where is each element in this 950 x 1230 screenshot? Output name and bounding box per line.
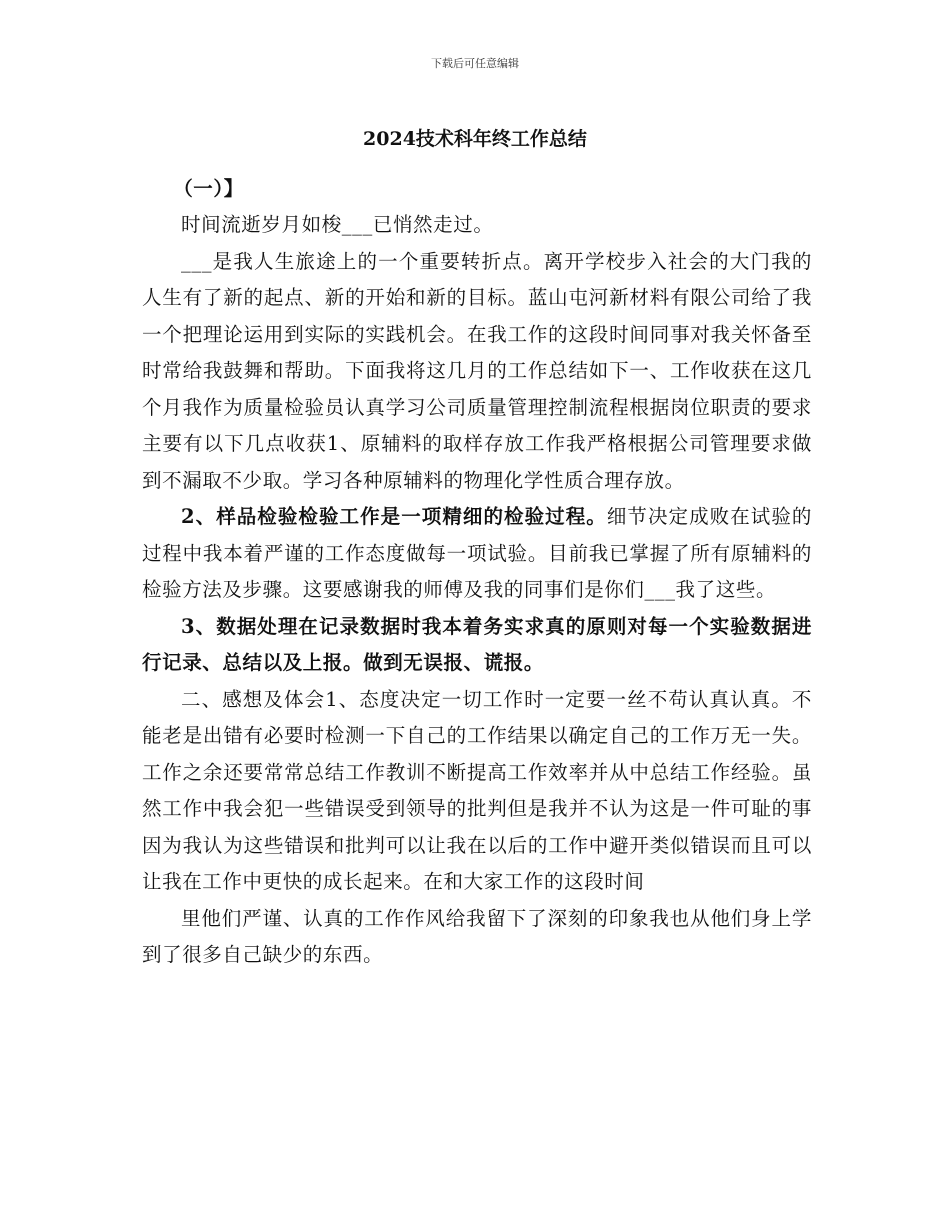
paragraph-3-rest: 细节决定成败在试验的过程中我本着严谨的工作态度做每一项试验。目前我已掌握了所有原辅料的检验方法及步骤。这要感谢我的师傅及我的同事们是你们___我了这些。 [142, 505, 812, 601]
paragraph-1: 时间流逝岁月如梭___已悄然走过。 [181, 213, 494, 236]
section-mark: （一）】 [173, 177, 244, 200]
header-note: 下载后可任意编辑 [431, 57, 519, 70]
paragraph-4: 3、数据处理在记录数据时我本着务实求真的原则对每一个实验数据进行记录、总结以及上报。做到无误报、谎报。 [142, 614, 812, 674]
paragraph-5: 二、感想及体会1、态度决定一切工作时一定要一丝不苟认真认真。不能老是出错有必要时检测一下自己的工作结果以确定自己的工作万无一失。工作之余还要常常总结工作教训不断提高工作效率并从中总结工作经验。虽然工作中我会犯一些错误受到领导的批判但是我并不认为这是一件可耻的事因为我认为这些错误和批判可以让我在以后的工作中避开类似错误而且可以让我在工作中更快的成长起来。在和大家工作的这段时间 [142, 687, 812, 893]
document-body [142, 171, 812, 974]
paragraph-3 [142, 499, 812, 609]
paragraph-2: ___是我人生旅途上的一个重要转折点。离开学校步入社会的大门我的人生有了新的起点、新的开始和新的目标。蓝山屯河新材料有限公司给了我一个把理论运用到实际的实践机会。在我工作的这段时间同事对我关怀备至时常给我鼓舞和帮助。下面我将这几月的工作总结如下一、工作收获在这几个月我作为质量检验员认真学习公司质量管理控制流程根据岗位职责的要求主要有以下几点收获1、原辅料的取样存放工作我严格根据公司管理要求做到不漏取不少取。学习各种原辅料的物理化学性质合理存放。 [142, 249, 812, 492]
paragraph-3-bold-lead: 2、样品检验检验工作是一项精细的检验过程。 [181, 505, 607, 528]
paragraph-6: 里他们严谨、认真的工作作风给我留下了深刻的印象我也从他们身上学到了很多自己缺少的东西。 [142, 906, 812, 966]
document-title: 2024技术科年终工作总结 [363, 128, 587, 150]
